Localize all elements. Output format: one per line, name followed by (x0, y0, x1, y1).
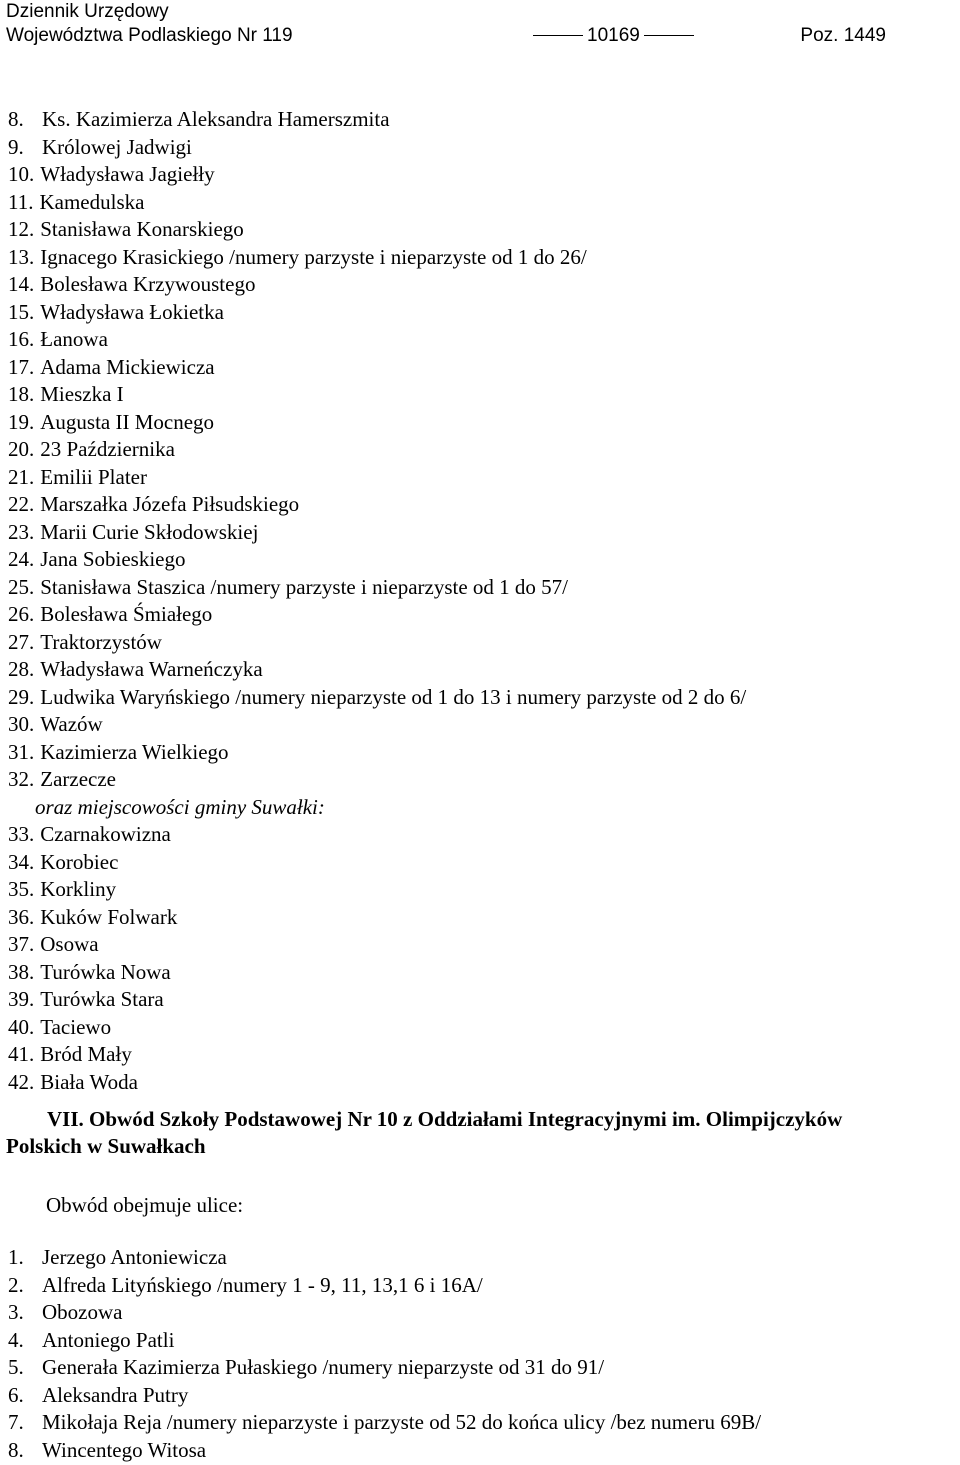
position-number: Poz. 1449 (800, 25, 886, 46)
list-item (8, 1354, 958, 1382)
list-item (8, 1014, 958, 1042)
item-number: 18. (8, 382, 35, 406)
item-number: 5. (8, 1355, 24, 1379)
list-item (8, 409, 958, 437)
list-item (8, 189, 958, 217)
list-item (8, 1299, 958, 1327)
item-text: Aleksandra Putry (42, 1382, 189, 1407)
item-number: 12. (8, 217, 35, 241)
item-number: 27. (8, 629, 35, 654)
item-text: Kazimierza Wielkiego (40, 739, 229, 764)
item-number: 8. (8, 107, 24, 131)
list-item (8, 519, 958, 547)
list-item (8, 299, 958, 327)
item-number: 15. (8, 299, 35, 324)
item-text: Jana Sobieskiego (40, 547, 186, 571)
item-number: 1. (8, 1245, 24, 1269)
list-item (8, 491, 958, 519)
list-item (8, 354, 958, 382)
item-number: 11. (8, 189, 34, 214)
item-number: 9. (8, 134, 24, 159)
item-number: 29. (8, 684, 35, 709)
item-number: 3. (8, 1300, 24, 1324)
subheading: oraz miejscowości gminy Suwałki: (35, 794, 325, 819)
list-item (8, 1437, 958, 1465)
page-number-block (529, 24, 698, 48)
item-number: 35. (8, 877, 35, 901)
item-number: 24. (8, 547, 35, 571)
list-item (8, 106, 958, 134)
list-item (8, 244, 958, 272)
item-number: 42. (8, 1069, 35, 1094)
list-item (8, 876, 958, 904)
list-item (8, 464, 958, 492)
item-number: 25. (8, 574, 35, 599)
item-text: Wincentego Witosa (42, 1437, 207, 1462)
list-item (8, 739, 958, 767)
item-text: Stanisława Konarskiego (40, 217, 244, 241)
item-text: Traktorzystów (40, 629, 162, 654)
item-number: 40. (8, 1014, 35, 1039)
item-text: Władysława Łokietka (40, 299, 224, 324)
list-item (8, 1244, 958, 1272)
list-item (8, 546, 958, 574)
item-text: Władysława Jagiełły (40, 162, 215, 186)
item-text: Bolesława Krzywoustego (40, 272, 256, 296)
list-item (8, 656, 958, 684)
list-item (8, 271, 958, 299)
page-number: 10169 (587, 25, 640, 46)
item-text: Turówka Stara (40, 987, 164, 1011)
list-item (8, 629, 958, 657)
item-number: 30. (8, 712, 35, 736)
dash-right (644, 35, 694, 36)
item-number: 6. (8, 1382, 24, 1407)
item-text: Taciewo (40, 1014, 112, 1039)
item-text: Królowej Jadwigi (42, 134, 192, 159)
item-number: 32. (8, 767, 35, 791)
list-item (8, 711, 958, 739)
intro-text: Obwód obejmuje ulice: (46, 1193, 244, 1217)
street-list-2 (8, 1244, 958, 1464)
item-text: Władysława Warneńczyka (40, 657, 263, 681)
item-text: Mieszka I (40, 382, 124, 406)
dash-left (533, 35, 583, 36)
list-item (8, 326, 958, 354)
list-item (8, 1382, 958, 1410)
item-number: 21. (8, 464, 35, 489)
item-number: 28. (8, 657, 35, 681)
list-item (8, 959, 958, 987)
item-text: Generała Kazimierza Pułaskiego /numery nieparzyste od 31 do 91/ (42, 1355, 605, 1379)
item-text: Ignacego Krasickiego /numery parzyste i nieparzyste od 1 do 26/ (40, 244, 587, 269)
item-number: 23. (8, 519, 35, 544)
item-number: 22. (8, 492, 35, 516)
item-text: Emilii Plater (40, 464, 147, 489)
item-text: 23 Października (40, 437, 175, 461)
item-number: 16. (8, 327, 35, 351)
item-text: Osowa (40, 932, 99, 956)
item-text: Antoniego Patli (42, 1327, 175, 1352)
item-text: Jerzego Antoniewicza (42, 1245, 227, 1269)
item-number: 7. (8, 1410, 24, 1434)
item-text: Ludwika Waryńskiego /numery nieparzyste od 1 do 13 i numery parzyste od 2 do 6/ (40, 684, 747, 709)
list-item (8, 849, 958, 877)
section-heading-line2: Polskich w Suwałkach (6, 1134, 206, 1158)
journal-title: Dziennik Urzędowy (6, 1, 169, 22)
list-item (8, 986, 958, 1014)
header-row (6, 24, 886, 48)
item-text: Wazów (40, 712, 103, 736)
journal-subtitle: Województwa Podlaskiego Nr 119 (6, 25, 293, 46)
item-text: Obozowa (42, 1300, 123, 1324)
item-number: 31. (8, 739, 35, 764)
item-text: Stanisława Staszica /numery parzyste i nieparzyste od 1 do 57/ (40, 574, 569, 599)
list-item (8, 766, 958, 794)
item-text: Ks. Kazimierza Aleksandra Hamerszmita (42, 107, 390, 131)
item-number: 34. (8, 849, 35, 874)
item-text: Bolesława Śmiałego (40, 602, 213, 626)
list-item (8, 931, 958, 959)
section-heading (6, 1106, 956, 1160)
list-item (8, 134, 958, 162)
item-number: 17. (8, 354, 35, 379)
item-number: 38. (8, 959, 35, 984)
item-number: 33. (8, 822, 35, 846)
item-number: 19. (8, 409, 35, 434)
item-text: Korobiec (40, 849, 119, 874)
list-item (8, 904, 958, 932)
list-item (8, 1272, 958, 1300)
item-text: Korkliny (40, 877, 117, 901)
item-text: Marszałka Józefa Piłsudskiego (40, 492, 300, 516)
item-number: 39. (8, 987, 35, 1011)
item-text: Alfreda Lityńskiego /numery 1 - 9, 11, 13,1 6 i 16A/ (42, 1272, 483, 1297)
item-number: 37. (8, 932, 35, 956)
item-number: 14. (8, 272, 35, 296)
item-text: Augusta II Mocnego (40, 409, 215, 434)
list-item (8, 216, 958, 244)
list-item (8, 574, 958, 602)
list-item (8, 381, 958, 409)
item-text: Adama Mickiewicza (40, 354, 215, 379)
item-text: Kamedulska (39, 189, 145, 214)
item-number: 36. (8, 904, 35, 929)
item-text: Marii Curie Skłodowskiej (40, 519, 259, 544)
item-number: 4. (8, 1327, 24, 1352)
section-heading-line1: VII. Obwód Szkoły Podstawowej Nr 10 z Oddziałami Integracyjnymi im. Olimpijczyków (47, 1107, 843, 1131)
list-item (8, 1041, 958, 1069)
item-number: 20. (8, 437, 35, 461)
list-item (8, 1409, 958, 1437)
item-number: 26. (8, 602, 35, 626)
item-text: Mikołaja Reja /numery nieparzyste i parzyste od 52 do końca ulicy /bez numeru 69B/ (42, 1410, 762, 1434)
item-text: Łanowa (40, 327, 108, 351)
item-number: 8. (8, 1437, 24, 1462)
item-text: Bród Mały (40, 1042, 132, 1066)
item-number: 13. (8, 244, 35, 269)
item-number: 41. (8, 1042, 35, 1066)
list-item (8, 161, 958, 189)
list-item (8, 1069, 958, 1097)
item-number: 10. (8, 162, 35, 186)
list-item (8, 821, 958, 849)
list-item (8, 1327, 958, 1355)
item-text: Turówka Nowa (40, 959, 171, 984)
item-text: Kuków Folwark (40, 904, 178, 929)
item-text: Biała Woda (40, 1069, 138, 1094)
list-item (8, 601, 958, 629)
item-number: 2. (8, 1272, 24, 1297)
street-list (8, 106, 958, 1096)
list-item (8, 436, 958, 464)
page-header (6, 0, 886, 48)
item-text: Czarnakowizna (40, 822, 171, 846)
list-item (8, 684, 958, 712)
item-text: Zarzecze (40, 767, 116, 791)
